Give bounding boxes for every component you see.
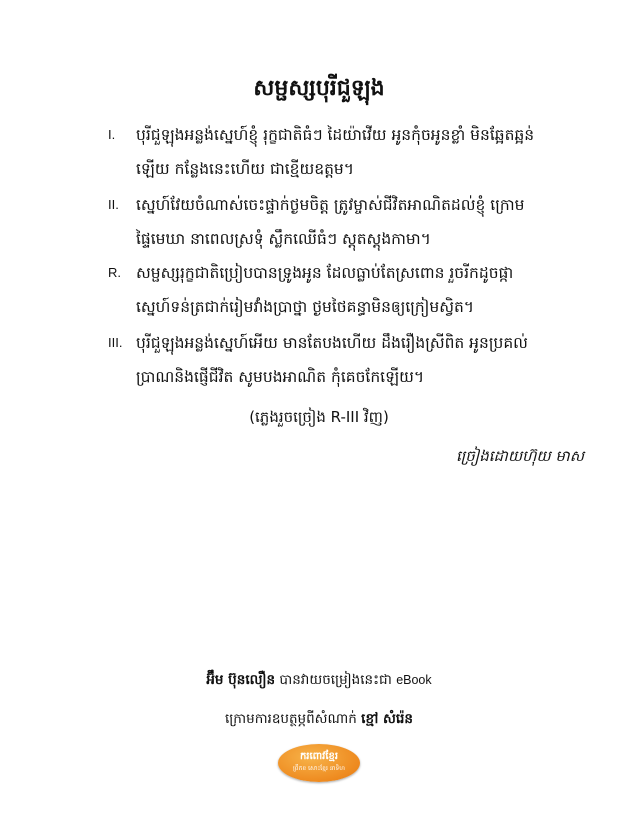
sponsor-credit xyxy=(0,708,638,730)
verse-line: បុរីជួឡុងអន្លង់ស្នេហ៍ខ្ញុំ រុក្ខជាតិធំៗ ដៃយ៉ាវើយ អូនកុំចអូនខ្លាំ មិនឆ្អែតឆ្អន់ xyxy=(136,126,535,144)
verse-line: ស្នេហ៍វែយចំណាស់ចេះផ្ទាក់ថ្ងមចិត្ត ត្រូវម្ចាស់ជីវិតអាណិតដល់ខ្ញុំ ក្រោម xyxy=(136,196,525,214)
typist-name: អ៊ឹម ប៊ុនលឿន xyxy=(206,672,276,688)
verse-2 xyxy=(108,188,588,256)
verse-line: ឡើយ កន្លែងនេះហើយ ជាខ្មើយឧត្ដម។ xyxy=(136,160,354,178)
typist-text: បានវាយចម្រៀងនេះជា xyxy=(279,672,392,688)
verse-number: II. xyxy=(108,197,119,212)
logo-subtitle: ព្រឹកខ​ សោះខ្មែរ នាទិហ xyxy=(292,765,346,772)
singer-credit: ច្រៀងដោយហ៊ុយ មាស xyxy=(456,447,584,465)
publisher-logo xyxy=(278,744,360,782)
verse-refrain xyxy=(108,256,588,324)
verse-line: ប្រាណនិងផ្ញើជីវិត សូមបងអាណិត កុំគេចកែឡើយ។ xyxy=(136,368,425,386)
repeat-note: (ភ្លេងរួចច្រៀង R-III វិញ) xyxy=(249,408,389,426)
verse-line: ផ្ទៃមេឃា នាពេលស្រទុំ ស្លឹកឈើធំៗ ស្តុតស្តុងកាមា។ xyxy=(136,230,431,248)
verse-line: ស្នេហ៍ទន់ត្រជាក់រៀមវាំងប្រាថ្នា ថ្ងមថៃគន្ធាមិនឲ្យក្រៀមស្វិត។ xyxy=(136,298,475,316)
verse-1 xyxy=(108,118,588,186)
song-title: សម្ផស្សបុរីជួឡុង xyxy=(253,76,385,101)
sponsor-name: ខ្មៅ សំរ៉េន xyxy=(361,711,414,727)
verse-number: R. xyxy=(108,265,121,280)
logo-title: ករពោវ​ខ្មែរ xyxy=(299,751,339,762)
verse-line: សម្ផស្សរុក្ខជាតិប្រៀបបានទ្រូងអូន ដែលធ្លាប់តែស្រពោន រួចរីកដូចផ្កា xyxy=(136,264,514,282)
verse-line: បុរីជួឡុងអន្លង់ស្នេហ៍អើយ មានតែបងហើយ ដឹងរឿងស្រីពិត អូនប្រគល់ xyxy=(136,334,528,352)
verse-number: I. xyxy=(108,127,116,142)
verse-3 xyxy=(108,326,588,394)
verse-number: III. xyxy=(108,335,123,350)
sponsor-text: ក្រោមការឧបត្ថម្ភពីសំណាក់ xyxy=(224,711,357,727)
typist-credit xyxy=(0,669,638,691)
ebook-label: eBook xyxy=(396,673,432,687)
